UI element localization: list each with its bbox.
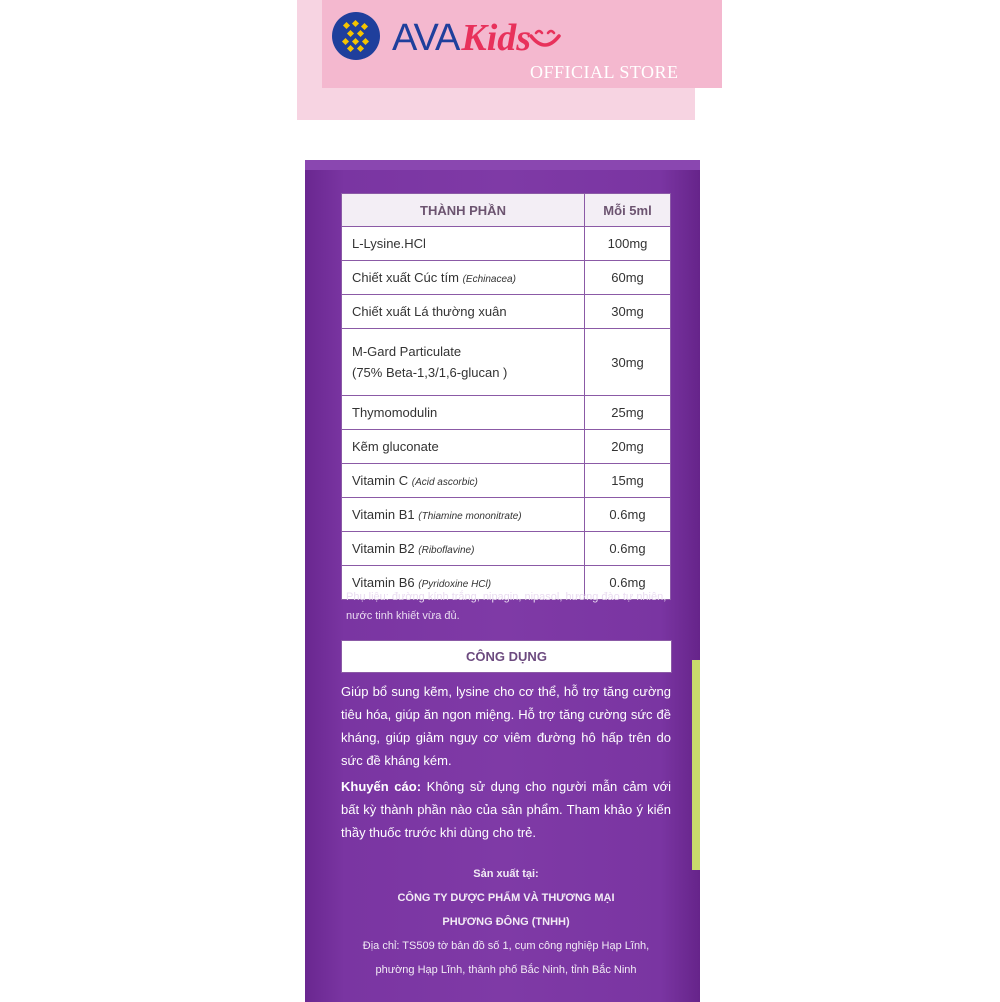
ingredients-table [341, 193, 671, 600]
excipient-text: Phụ liệu: đường kính trắng, nipagin, nipasol, hương đào tự nhiên, nước tinh khiết vừa đủ. [346, 591, 667, 622]
table-row [342, 532, 671, 566]
ingredient-name: Vitamin B6 (Pyridoxine HCl) [342, 566, 585, 600]
header-amount: Mỗi 5ml [585, 194, 671, 227]
ingredient-name: L-Lysine.HCl [342, 227, 585, 261]
table-row [342, 396, 671, 430]
table-header-row [342, 194, 671, 227]
ingredient-amount: 100mg [585, 227, 671, 261]
ingredient-name: Vitamin C (Acid ascorbic) [342, 464, 585, 498]
ingredient-latin: (Riboflavine) [418, 545, 475, 556]
ingredient-amount: 25mg [585, 396, 671, 430]
table-row [342, 464, 671, 498]
table-row [342, 295, 671, 329]
ingredient-amount: 30mg [585, 295, 671, 329]
ingredient-amount: 0.6mg [585, 498, 671, 532]
ingredient-amount: 30mg [585, 329, 671, 396]
manufacturer-block [341, 862, 671, 982]
smile-moon-icon [528, 24, 562, 54]
maker-address-1: Địa chỉ: TS509 tờ bản đồ số 1, cụm công nghiệp Hạp Lĩnh, [362, 940, 650, 952]
ingredient-name: Vitamin B1 (Thiamine mononitrate) [342, 498, 585, 532]
box-top-edge [305, 160, 700, 170]
ingredient-amount: 0.6mg [585, 532, 671, 566]
ingredient-name: Chiết xuất Lá thường xuân [342, 295, 585, 329]
ingredient-latin: (Thiamine mononitrate) [418, 511, 522, 522]
uses-text: Giúp bổ sung kẽm, lysine cho cơ thể, hỗ trợ tăng cường tiêu hóa, giúp ăn ngon miệng. Hỗ trợ tăng cường sức đề kháng, giúp giảm nguy cơ viêm đường hô hấp trên do sức đề kháng kém. [341, 684, 671, 768]
brand-ava: AVA [392, 17, 460, 59]
ingredient-name: Vitamin B2 (Riboflavine) [342, 532, 585, 566]
table-row [342, 227, 671, 261]
table-row [342, 430, 671, 464]
ingredient-amount: 15mg [585, 464, 671, 498]
warning-block [341, 775, 671, 844]
maker-address-2: phường Hạp Lĩnh, thành phố Bắc Ninh, tỉnh Bắc Ninh [375, 964, 637, 976]
header-ingredient: THÀNH PHẦN [342, 194, 585, 227]
ingredient-latin: (Acid ascorbic) [411, 477, 478, 488]
warning-label: Khuyến cáo: [341, 779, 422, 794]
brand-kids: Kids [461, 17, 532, 59]
maker-label: Sản xuất tại: [473, 868, 539, 880]
official-store-label: OFFICIAL STORE [530, 62, 679, 82]
table-row [342, 498, 671, 532]
ingredient-amount: 0.6mg [585, 566, 671, 600]
maker-company-1: CÔNG TY DƯỢC PHẨM VÀ THƯƠNG MẠI [397, 892, 615, 904]
maker-company-2: PHƯƠNG ĐÔNG (TNHH) [442, 916, 570, 928]
warning-text: Không sử dụng cho người mẫn cảm với bất kỳ thành phần nào của sản phẩm. Tham khảo ý kiến thầy thuốc trước khi dùng cho trẻ. [341, 779, 672, 840]
ingredient-name-line2: (75% Beta-1,3/1,6-glucan ) [352, 365, 508, 380]
ingredient-name: Kẽm gluconate [342, 430, 585, 464]
brand-logo [392, 16, 531, 60]
box-side-strip [692, 660, 700, 870]
uses-title: CÔNG DỤNG [341, 640, 672, 673]
ingredient-latin: (Pyridoxine HCl) [418, 579, 492, 590]
ingredient-name: M-Gard Particulate (75% Beta-1,3/1,6-glucan ) [342, 329, 585, 396]
ingredient-latin: (Echinacea) [462, 274, 516, 285]
table-row [342, 329, 671, 396]
ingredient-amount: 60mg [585, 261, 671, 295]
ava-logo-icon [331, 11, 381, 61]
ingredient-amount: 20mg [585, 430, 671, 464]
ingredient-name: Chiết xuất Cúc tím (Echinacea) [342, 261, 585, 295]
table-row [342, 261, 671, 295]
ingredient-name: Thymomodulin [342, 396, 585, 430]
